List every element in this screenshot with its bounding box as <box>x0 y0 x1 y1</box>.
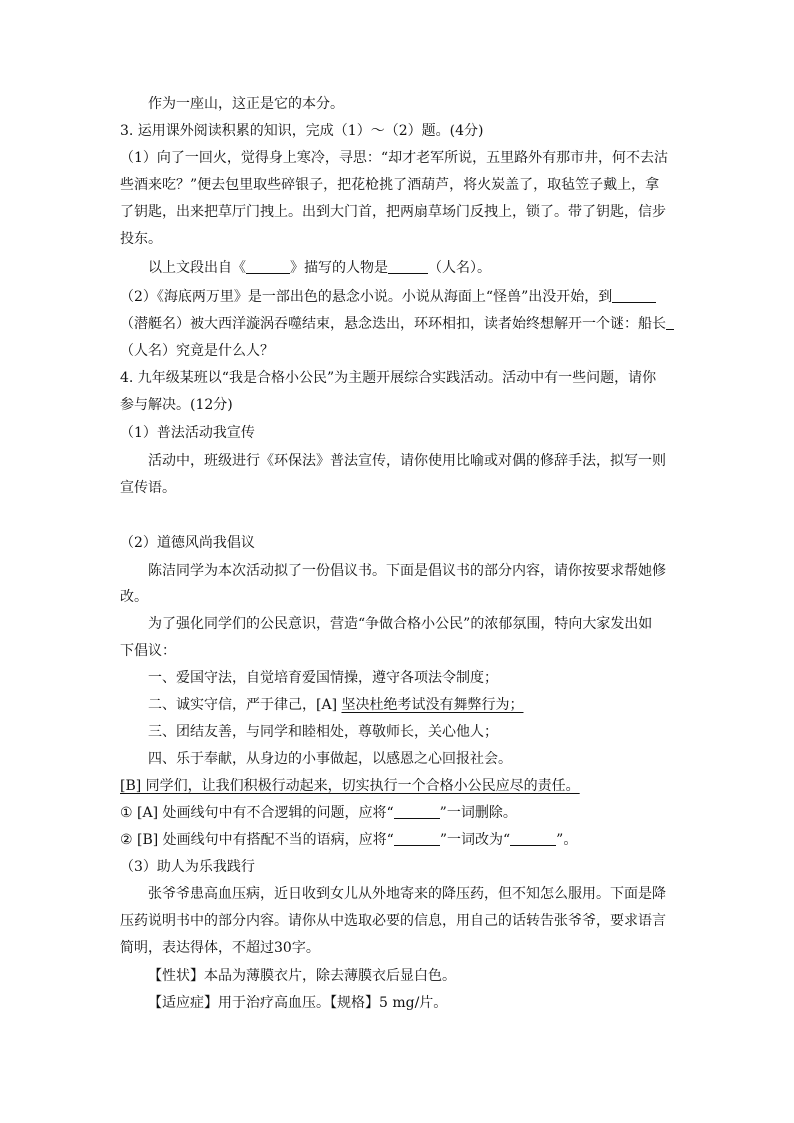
part-2-title: （2）道德风尚我倡议 <box>120 535 255 551</box>
part-3-title: （3）助人为乐我践行 <box>120 859 255 875</box>
text-line: （潜艇名）被大西洋漩涡吞噬结束，悬念迭出，环环相扣，读者始终想解开一个谜：船长 <box>120 314 680 334</box>
text-line: 【适应症】用于治疗高血压。【规格】5 mg/片。 <box>148 995 448 1011</box>
sub-question-a: ① [A] 处画线句中有不合逻辑的问题，应将“ ”一词删除。 <box>120 805 517 821</box>
text-line: 为了强化同学们的公民意识，营造“争做合格小公民”的浓郁氛围，特向大家发出如 <box>148 616 653 632</box>
text-line: 改。 <box>120 589 148 605</box>
text-line: 投东。 <box>120 231 162 247</box>
text-line: 【性状】本品为薄膜衣片，除去薄膜衣后显白色。 <box>148 968 456 984</box>
q3-source-line: 以上文段出自《 》描写的人物是 （人名）。 <box>148 260 491 276</box>
text-line: （1）向了一回火，觉得身上寒冷，寻思：“却才老军所说，五里路外有那市井，何不去沽 <box>120 150 669 166</box>
answer-blank[interactable] <box>510 831 556 846</box>
answer-blank[interactable] <box>666 315 674 330</box>
text-line: （人名）究竟是什么人？ <box>120 343 274 359</box>
answer-blank[interactable] <box>394 804 440 819</box>
underlined-sentence-a: 坚决杜绝考试没有舞弊行为； <box>341 697 524 713</box>
sub-question-b: ② [B] 处画线句中有搭配不当的语病，应将“ ”一词改为“ ”。 <box>120 832 578 848</box>
underlined-sentence-b: [B] 同学们，让我们积极行动起来，切实执行一个合格小公民应尽的责任。 <box>120 778 580 794</box>
text-line: 作为一座山，这正是它的本分。 <box>148 96 344 112</box>
text-line: 压药说明书中的部分内容。请你从中选取必要的信息，用自己的话转告张爷爷，要求语言 <box>120 913 666 929</box>
text-line: 些酒来吃？”便去包里取些碎银子，把花枪挑了酒葫芦，将火炭盖了，取毡笠子戴上，拿 <box>120 177 660 193</box>
text-line: 活动中，班级进行《环保法》普法宣传，请你使用比喻或对偶的修辞手法，拟写一则 <box>148 453 666 469</box>
text-line: 宣传语。 <box>120 480 176 496</box>
text-line: 参与解决。(12分) <box>120 397 233 413</box>
text-line: 简明，表达得体，不超过30字。 <box>120 940 320 956</box>
proposal-item: 一、爱国守法，自觉培育爱国情操，遵守各项法令制度； <box>148 670 498 686</box>
text-line: 了钥匙，出来把草厅门拽上。出到大门首，把两扇草场门反拽上，锁了。带了钥匙，信步 <box>120 204 666 220</box>
proposal-item: 三、团结友善，与同学和睦相处，尊敬师长，关心他人； <box>148 724 498 740</box>
text-line: 张爷爷患高血压病，近日收到女儿从外地寄来的降压药，但不知怎么服用。下面是降 <box>148 886 666 902</box>
proposal-item: 四、乐于奉献，从身边的小事做起，以感恩之心回报社会。 <box>148 751 512 767</box>
text-line: 陈洁同学为本次活动拟了一份倡议书。下面是倡议书的部分内容，请你按要求帮她修 <box>148 563 666 579</box>
part-1-title: （1）普法活动我宣传 <box>120 425 255 441</box>
text-line: 下倡议： <box>120 643 176 659</box>
answer-blank[interactable] <box>612 288 656 303</box>
answer-blank[interactable] <box>388 259 428 274</box>
answer-blank[interactable] <box>394 831 440 846</box>
answer-blank[interactable] <box>246 259 290 274</box>
question-3-heading: 3. 运用课外阅读积累的知识，完成（1）～（2）题。(4分) <box>120 123 484 139</box>
question-4-heading: 4. 九年级某班以“我是合格小公民”为主题开展综合实践活动。活动中有一些问题，请你 <box>120 370 657 386</box>
text-line: （2）《海底两万里》是一部出色的悬念小说。小说从海面上“怪兽”出没开始，到 <box>120 287 680 307</box>
proposal-item: 二、诚实守信，严于律己，[A] 坚决杜绝考试没有舞弊行为； <box>148 697 524 713</box>
